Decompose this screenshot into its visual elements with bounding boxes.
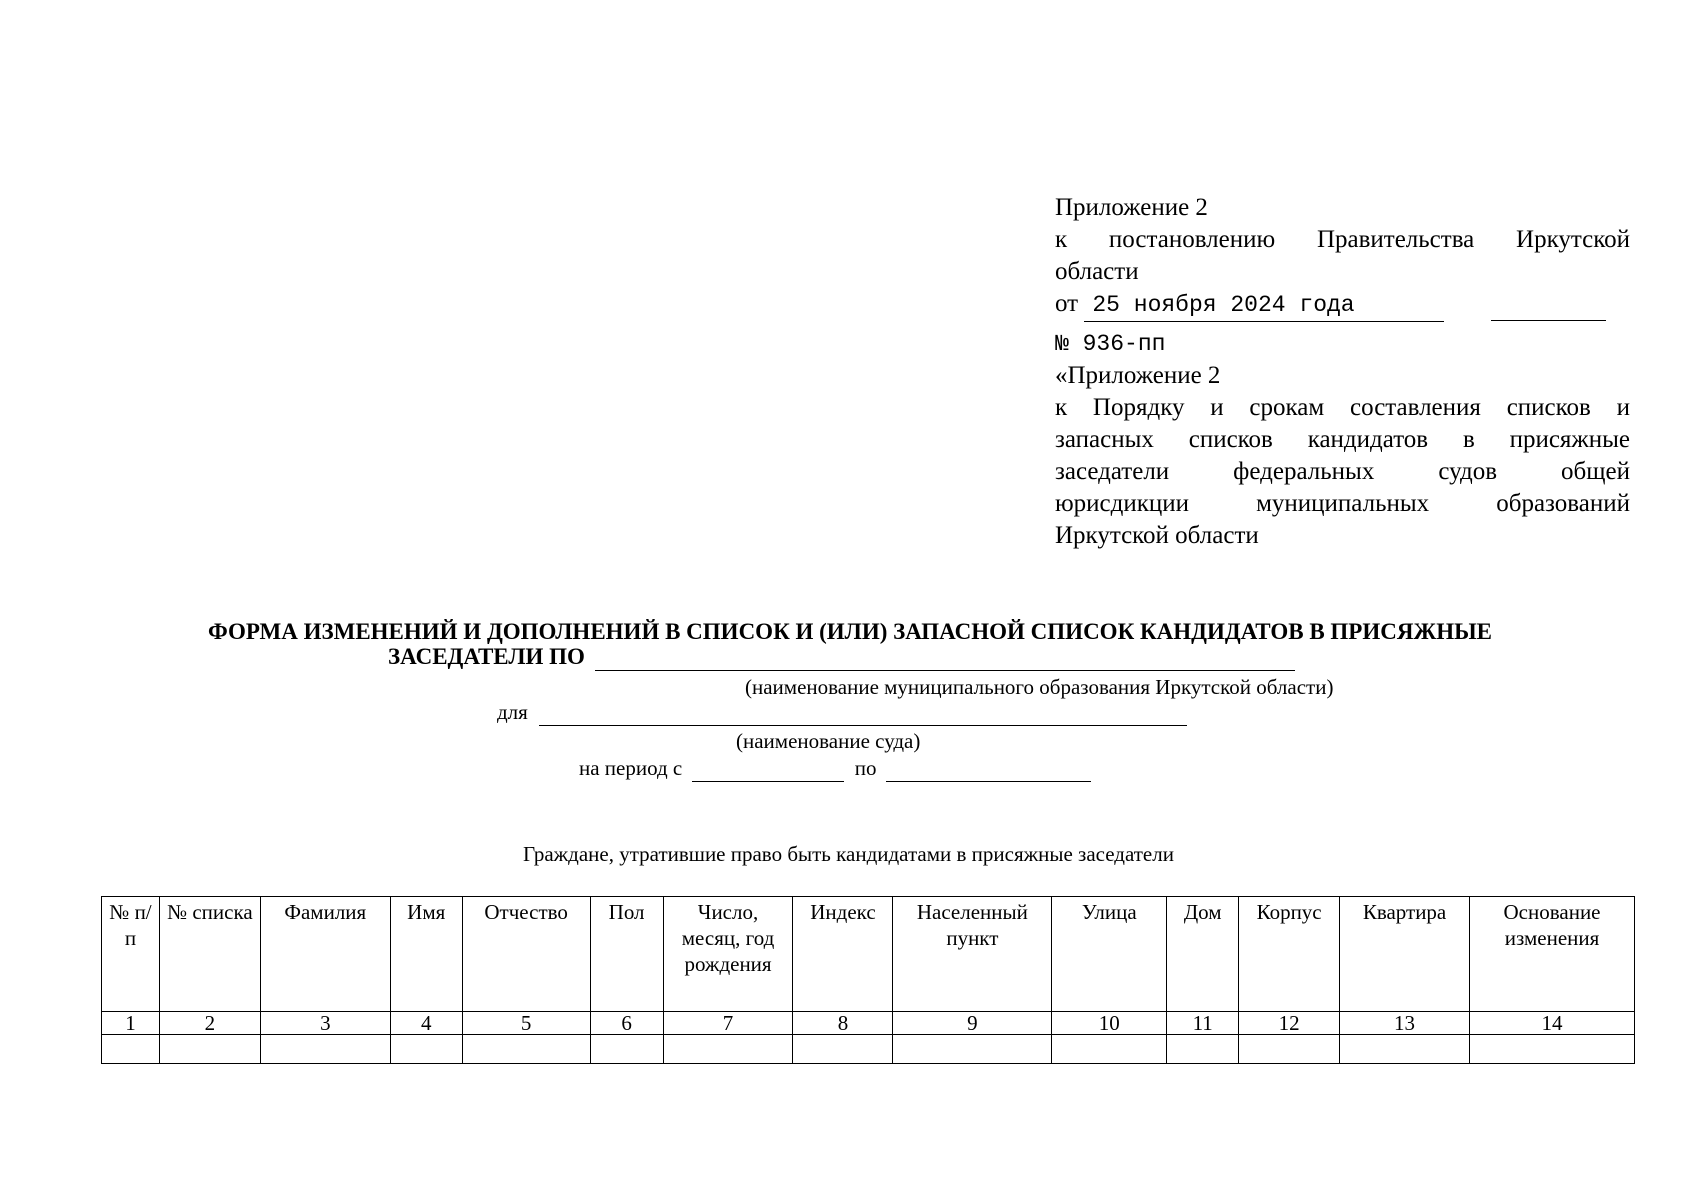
form-title-line-1: ФОРМА ИЗМЕНЕНИЙ И ДОПОЛНЕНИЙ В СПИСОК И (ИЛИ) ЗАПАСНОЙ СПИСОК КАНДИДАТОВ В ПРИСЯЖНЫЕ bbox=[207, 619, 1493, 644]
col-number: 13 bbox=[1340, 1012, 1470, 1035]
table-cell[interactable] bbox=[1052, 1035, 1167, 1064]
word: в bbox=[1462, 426, 1475, 453]
appendix-line-9 bbox=[1055, 456, 1630, 488]
word: юрисдикции bbox=[1055, 490, 1190, 517]
col-header: № списка bbox=[159, 897, 260, 1012]
table-cell[interactable] bbox=[462, 1035, 590, 1064]
period-to-label: по bbox=[854, 756, 877, 780]
decree-date: 25 ноября 2024 года bbox=[1092, 292, 1355, 318]
col-number: 4 bbox=[390, 1012, 462, 1035]
word: Порядку bbox=[1092, 394, 1185, 421]
table-cell[interactable] bbox=[1167, 1035, 1239, 1064]
word: срокам bbox=[1249, 394, 1325, 421]
appendix-line-3: области bbox=[1055, 258, 1139, 285]
col-number: 1 bbox=[102, 1012, 160, 1035]
municipality-field[interactable] bbox=[595, 643, 1295, 671]
period-to-field[interactable] bbox=[886, 756, 1091, 782]
table-cell[interactable] bbox=[590, 1035, 663, 1064]
form-title-line-2 bbox=[388, 643, 1295, 671]
word: муниципальных bbox=[1256, 490, 1430, 517]
word: заседатели bbox=[1055, 458, 1170, 485]
col-header: Основание изменения bbox=[1470, 897, 1635, 1012]
period-from-label: на период с bbox=[579, 756, 683, 780]
col-header: Пол bbox=[590, 897, 663, 1012]
table-cell[interactable] bbox=[390, 1035, 462, 1064]
court-field[interactable] bbox=[539, 700, 1187, 726]
col-number: 2 bbox=[159, 1012, 260, 1035]
caption-municipality: (наименование муниципального образования Иркутской области) bbox=[745, 675, 1334, 699]
col-header: № п/п bbox=[102, 897, 160, 1012]
table-cell[interactable] bbox=[1239, 1035, 1340, 1064]
date-field bbox=[1084, 288, 1444, 322]
col-header: Число, месяц, год рождения bbox=[663, 897, 793, 1012]
word: кандидатов bbox=[1307, 426, 1429, 453]
table-cell[interactable] bbox=[893, 1035, 1052, 1064]
decree-date-line bbox=[1055, 288, 1630, 328]
word: образований bbox=[1496, 490, 1630, 517]
word: федеральных bbox=[1233, 458, 1375, 485]
word: списков bbox=[1188, 426, 1273, 453]
form-title-prefix: ЗАСЕДАТЕЛИ ПО bbox=[388, 644, 585, 669]
section-heading: Граждане, утратившие право быть кандидатами в присяжные заседатели bbox=[523, 842, 1174, 866]
table-cell[interactable] bbox=[1340, 1035, 1470, 1064]
table-header-row bbox=[102, 897, 1635, 1012]
word: общей bbox=[1561, 458, 1630, 485]
appendix-title: Приложение 2 bbox=[1055, 194, 1208, 221]
col-number: 5 bbox=[462, 1012, 590, 1035]
table-cell[interactable] bbox=[159, 1035, 260, 1064]
appendix-line-8 bbox=[1055, 424, 1630, 456]
appendix-line-2 bbox=[1055, 224, 1630, 256]
table-cell[interactable] bbox=[793, 1035, 893, 1064]
word: списков bbox=[1506, 394, 1591, 421]
court-line bbox=[497, 700, 1187, 726]
decree-number: № 936-пп bbox=[1055, 331, 1166, 357]
table-number-row bbox=[102, 1012, 1635, 1035]
col-number: 14 bbox=[1470, 1012, 1635, 1035]
appendix-header bbox=[1055, 192, 1630, 552]
col-header: Фамилия bbox=[260, 897, 390, 1012]
col-number: 6 bbox=[590, 1012, 663, 1035]
word: постановлению bbox=[1108, 226, 1276, 253]
appendix-subtitle: «Приложение 2 bbox=[1055, 362, 1221, 389]
col-number: 12 bbox=[1239, 1012, 1340, 1035]
blank-line bbox=[1491, 288, 1606, 321]
col-number: 7 bbox=[663, 1012, 793, 1035]
word: Иркутской bbox=[1516, 226, 1630, 253]
table-cell[interactable] bbox=[663, 1035, 793, 1064]
col-number: 3 bbox=[260, 1012, 390, 1035]
period-line bbox=[579, 756, 1091, 782]
table-cell[interactable] bbox=[1470, 1035, 1635, 1064]
word: присяжные bbox=[1509, 426, 1630, 453]
appendix-line-10 bbox=[1055, 488, 1630, 520]
word: составления bbox=[1349, 394, 1481, 421]
word: и bbox=[1210, 394, 1224, 421]
col-header: Улица bbox=[1052, 897, 1167, 1012]
col-header: Дом bbox=[1167, 897, 1239, 1012]
col-header: Имя bbox=[390, 897, 462, 1012]
col-header: Квартира bbox=[1340, 897, 1470, 1012]
candidates-table bbox=[101, 896, 1635, 1064]
col-header: Корпус bbox=[1239, 897, 1340, 1012]
word: к bbox=[1055, 394, 1068, 421]
word: судов bbox=[1438, 458, 1498, 485]
table-row bbox=[102, 1035, 1635, 1064]
table-cell[interactable] bbox=[102, 1035, 160, 1064]
date-prefix: от bbox=[1055, 290, 1079, 317]
col-header: Индекс bbox=[793, 897, 893, 1012]
word: запасных bbox=[1055, 426, 1154, 453]
col-number: 11 bbox=[1167, 1012, 1239, 1035]
appendix-line-11: Иркутской области bbox=[1055, 522, 1259, 549]
period-from-field[interactable] bbox=[692, 756, 844, 782]
col-header: Населенный пункт bbox=[893, 897, 1052, 1012]
word: и bbox=[1616, 394, 1630, 421]
col-header: Отчество bbox=[462, 897, 590, 1012]
col-number: 10 bbox=[1052, 1012, 1167, 1035]
word: Правительства bbox=[1316, 226, 1475, 253]
appendix-line-7 bbox=[1055, 392, 1630, 424]
table-cell[interactable] bbox=[260, 1035, 390, 1064]
word: к bbox=[1055, 226, 1068, 253]
col-number: 9 bbox=[893, 1012, 1052, 1035]
for-label: для bbox=[497, 700, 528, 724]
col-number: 8 bbox=[793, 1012, 893, 1035]
caption-court: (наименование суда) bbox=[736, 729, 921, 753]
